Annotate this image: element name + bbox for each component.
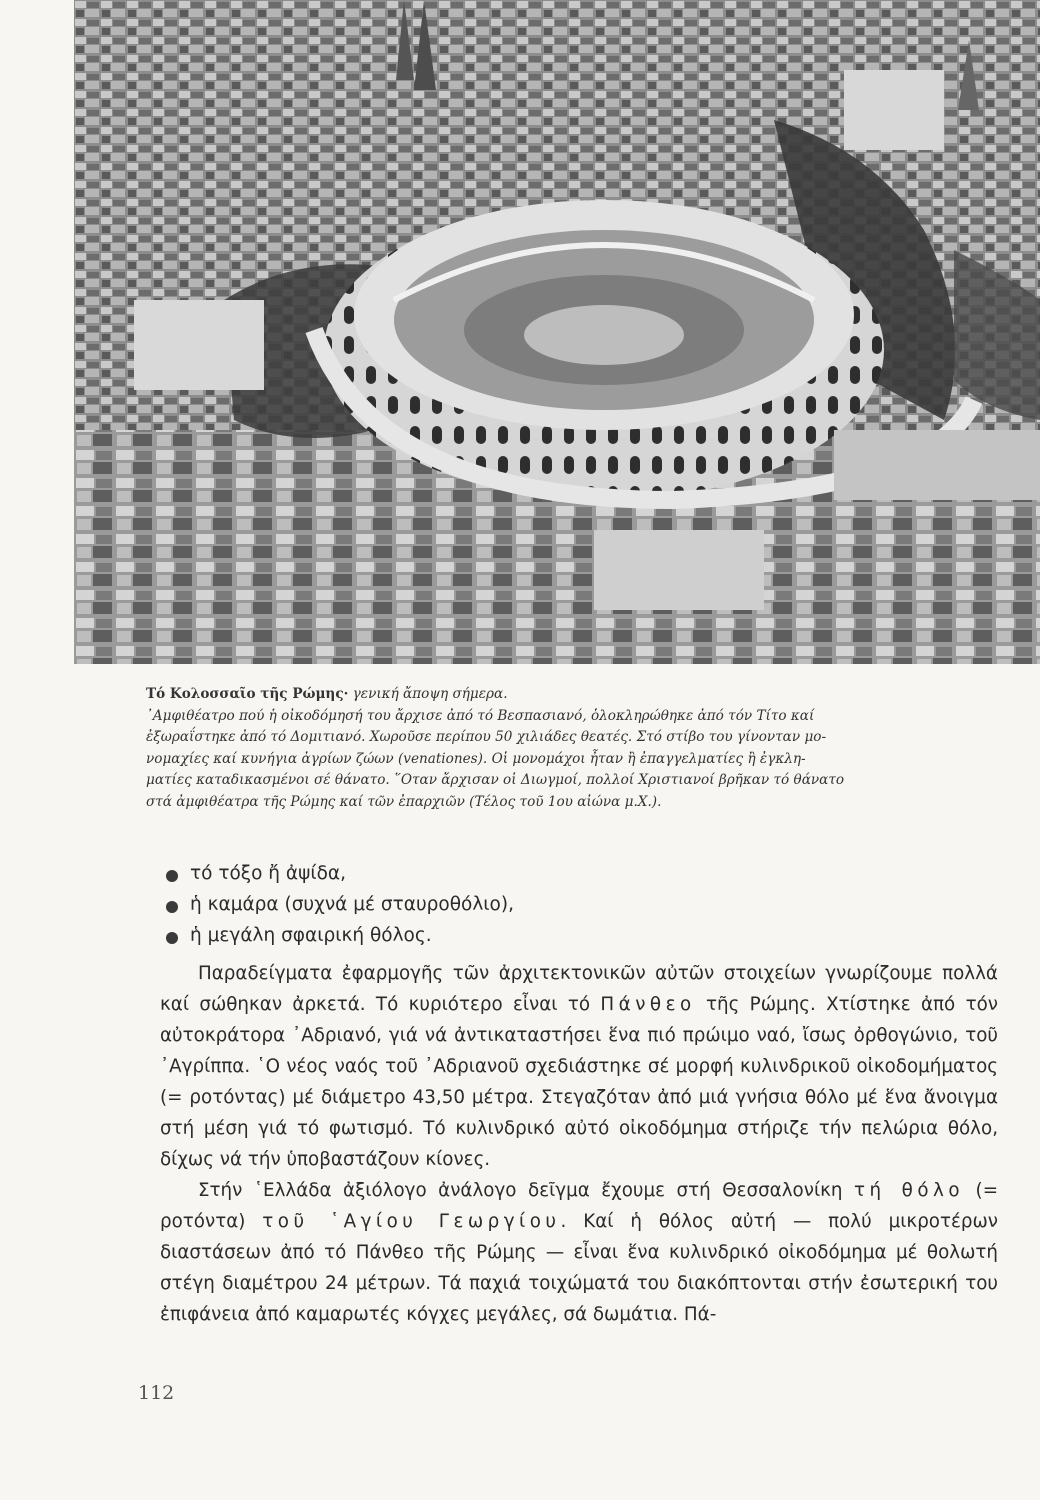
body-text xyxy=(160,958,998,1330)
caption-subtitle: γενική ἄποψη σήμερα. xyxy=(348,686,508,702)
paragraph-rotunda xyxy=(160,1175,998,1330)
amphitheatre-aerial-photo xyxy=(74,0,1040,664)
list-item-text: τό τόξο ἤ ἀψίδα, xyxy=(190,863,346,884)
bullet-icon xyxy=(166,932,178,944)
page-number: 112 xyxy=(138,1382,175,1404)
architecture-elements-list xyxy=(166,858,514,951)
caption-line: ἐξωραΐστηκε ἀπό τό Δομιτιανό. Χωροῦσε περίπου 50 χιλιάδες θεατές. Στό στίβο του γίνονταν μο- xyxy=(146,729,827,745)
paragraph-text: . Καί ἡ θόλος αὐτή — πολύ μικροτέρων διαστάσεων ἀπό τό Πάνθεο τῆς Ρώμης — εἶναι ἕνα κυλινδρικό οἰκοδόμημα μέ θολωτή στέγη διαμέτρου 24 μέτρων. Τά παχιά τοιχώματά του διακόπτονται στήν ἐσωτερική του ἐπιφάνεια ἀπό καμαρωτές κόγχες μεγάλες, σά δωμάτια. Πά- xyxy=(160,1211,998,1325)
photo-caption xyxy=(146,684,996,813)
paragraph-text: (= ροτόντα) xyxy=(160,1180,999,1232)
paragraph-text: Παραδείγματα ἐφαρμογῆς τῶν ἀρχιτεκτονικῶν αὐτῶν στοιχείων γνωρίζουμε πολλά καί σώθηκαν ἀρκετά. Τό κυριότερο εἶναι τό xyxy=(160,963,998,1015)
list-item xyxy=(166,889,514,920)
bullet-icon xyxy=(166,901,178,913)
list-item-text: ἡ μεγάλη σφαιρική θόλος. xyxy=(190,925,432,946)
paragraph-text: Στήν ῾Ελλάδα ἀξιόλογο ἀνάλογο δεῖγμα ἔχουμε στή Θεσσαλονίκη xyxy=(198,1180,855,1201)
caption-line: ᾿Αμφιθέατρο πού ἡ οἰκοδόμησή του ἄρχισε ἀπό τό Βεσπασιανό, ὁλοκληρώθηκε ἀπό τόν Τίτο καί xyxy=(146,707,815,724)
caption-line: ματίες καταδικασμένοι σέ θάνατο. ῞Οταν ἄρχισαν οἱ Διωγμοί, πολλοί Χριστιανοί βρῆκαν τό θάνατο xyxy=(146,772,845,788)
spaced-term: τοῦ ῾Αγίου Γεωργίου xyxy=(262,1211,561,1232)
caption-title: Τό Κολοσσαῖο τῆς Ρώμης· xyxy=(146,686,349,702)
spaced-term: Πάνθεο xyxy=(600,994,696,1015)
list-item xyxy=(166,920,514,951)
list-item-text: ἡ καμάρα (συχνά μέ σταυροθόλιο), xyxy=(190,894,514,915)
paragraph-pantheon xyxy=(160,958,998,1175)
caption-line: νομαχίες καί κυνήγια ἀγρίων ζώων (venationes). Οἱ μονομάχοι ἦταν ἢ ἐπαγγελματίες ἢ ἐγκλη- xyxy=(146,750,806,767)
paragraph-text: τῆς Ρώμης. Χτίστηκε ἀπό τόν αὐτοκράτορα ᾿Αδριανό, γιά νά ἀντικαταστήσει ἕνα πιό πρώιμο ναό, ἴσως ὀρθογώνιο, τοῦ ᾿Αγρίππα. ῾Ο νέος ναός τοῦ ᾿Αδριανοῦ σχεδιάστηκε σέ μορφή κυλινδρικοῦ οἰκοδομήματος (= ροτόντας) μέ διάμετρο 43,50 μέτρα. Στεγαζόταν ἀπό μιά γνήσια θόλο μέ ἕνα ἄνοιγμα στή μέση γιά τό φωτισμό. Τό κυλινδρικό αὐτό οἰκοδόμημα στήριζε τήν πελώρια θόλο, δίχως νά τήν ὑποβαστάζουν κίονες. xyxy=(160,994,998,1170)
caption-line: στά ἀμφιθέατρα τῆς Ρώμης καί τῶν ἐπαρχιῶν (Τέλος τοῦ 1ου αἰώνα μ.Χ.). xyxy=(146,793,662,810)
bullet-icon xyxy=(166,870,178,882)
spaced-term: τή θόλο xyxy=(854,1180,965,1201)
list-item xyxy=(166,858,514,889)
